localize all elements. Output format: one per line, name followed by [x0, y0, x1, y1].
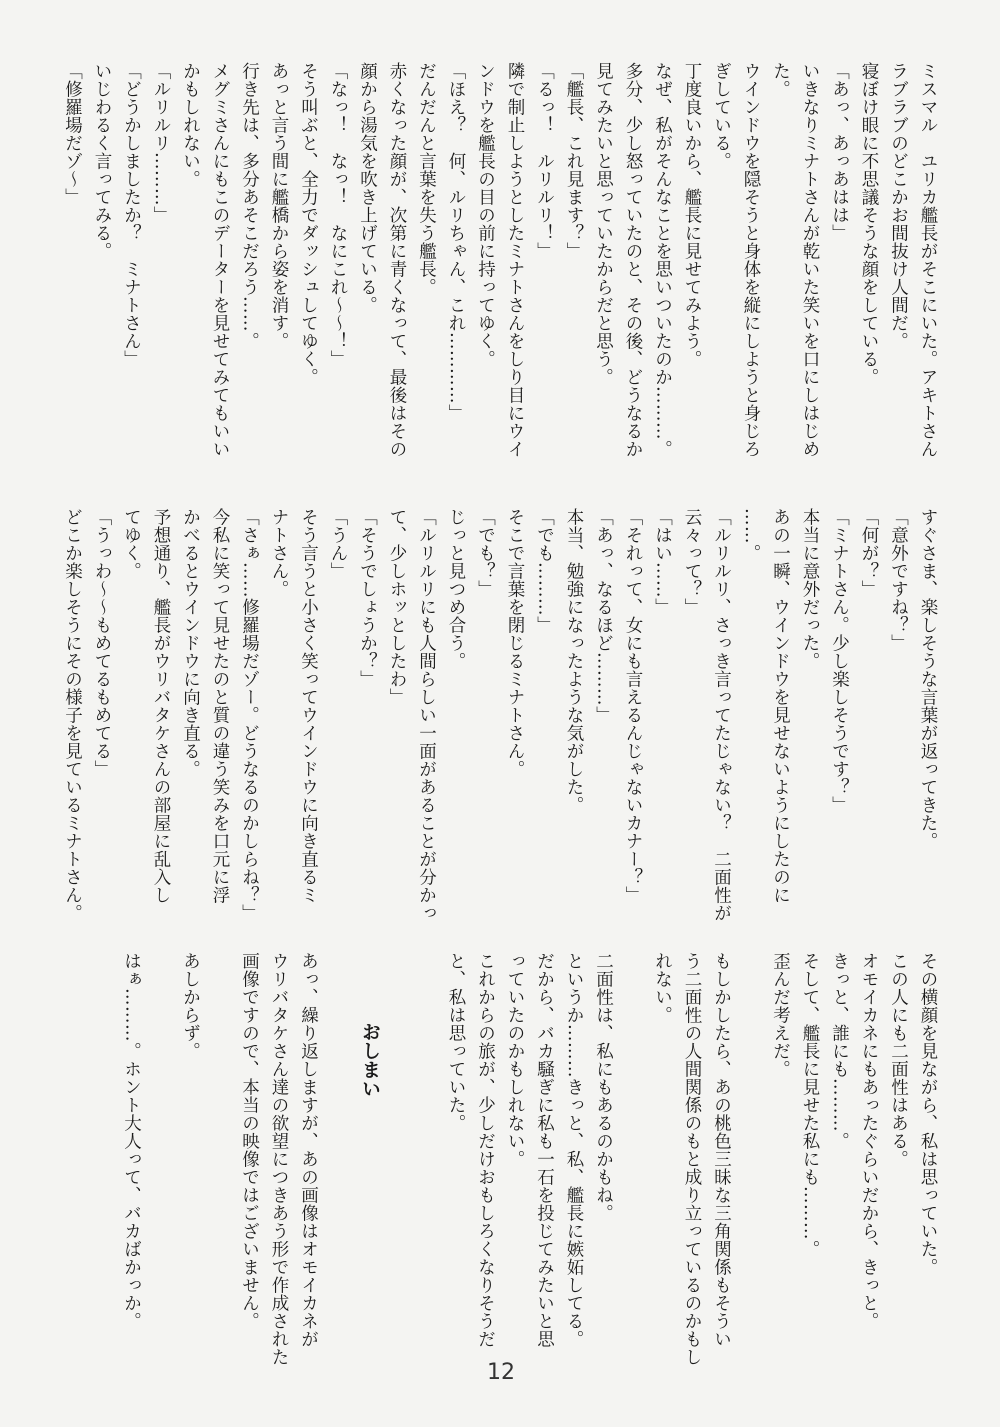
- text-line: 「艦長、これ見ます？」: [564, 62, 584, 260]
- text-line: メグミさんにもこのデーターを見せてみてもいい: [210, 62, 230, 458]
- text-line: 「うっわ～～もめてるもめてる」: [92, 508, 112, 778]
- text-line: ウリバタケさん達の欲望につきあう形で作成された: [269, 952, 289, 1366]
- text-line: 丁度良いから、艦長に見せてみよう。: [682, 62, 702, 368]
- text-line: っていたのかもしれない。: [505, 952, 525, 1168]
- text-line: [411, 952, 441, 1362]
- text-line: ……。: [741, 508, 761, 562]
- text-line: 「ほえ？ 何、ルリちゃん、これ…………」: [446, 62, 466, 422]
- text-line: はぁ………。ホント大人って、バカばかっか。: [121, 952, 142, 1330]
- text-line: 顔から湯気を吹き上げている。: [357, 62, 378, 314]
- text-line: ラブラブのどこかお間抜け人間だ。: [888, 62, 909, 350]
- text-line: 「修羅場だゾ～」: [62, 62, 83, 206]
- text-line: だから、バカ騒ぎに私も一石を投じてみたいと思: [534, 952, 555, 1348]
- text-line: きっと、誰にも………。: [829, 952, 850, 1150]
- text-line: かべるとウインドウに向き直る。: [180, 508, 201, 778]
- text-line: 二面性は、私にもあるのかもね。: [593, 952, 614, 1222]
- text-line: 行き先は、多分あそこだろう……。: [239, 62, 260, 350]
- text-line: この人にも二面性はある。: [888, 952, 909, 1168]
- text-line: 「あっ、あっあはは」: [829, 62, 850, 242]
- text-line: あっ、繰り返しますが、あの画像はオモイカネが: [298, 952, 319, 1348]
- ending-label: おしまい: [359, 1022, 381, 1098]
- text-line: れない。: [652, 952, 673, 1024]
- text-line: 「はい……」: [652, 508, 673, 616]
- text-line: [205, 952, 235, 1362]
- text-line: 歪んだ考えだ。: [770, 952, 791, 1078]
- text-line: 「そうでしょうか？」: [357, 508, 378, 688]
- text-line: ぎしている。: [711, 62, 732, 170]
- text-line: た。: [770, 62, 791, 98]
- text-line: あっと言う間に艦橋から姿を消す。: [269, 62, 289, 350]
- text-line: 「どうかしましたか？ ミナトさん」: [121, 62, 142, 368]
- text-line: [382, 952, 412, 1362]
- text-line: というか………きっと、私、艦長に嫉妬してる。: [564, 952, 584, 1348]
- text-line: あの一瞬、ウインドウを見せないようにしたのに: [770, 508, 791, 904]
- text-line: 「さぁ……修羅場だゾー。どうなるのかしらね？」: [239, 508, 260, 922]
- text-line: 赤くなった顔が、次第に青くなって、最後はその: [387, 62, 407, 458]
- text-line: う二面性の人間関係のもと成り立っているのかもし: [682, 952, 702, 1366]
- text-line: 本当に意外だった。: [800, 508, 820, 670]
- text-line: 云々って？」: [682, 508, 702, 616]
- text-line: すぐさま、楽しそうな言葉が返ってきた。: [918, 508, 938, 850]
- text-line: [618, 952, 648, 1362]
- text-line: そう叫ぶと、全力でダッシュしてゆく。: [298, 62, 319, 386]
- text-line: 「あっ、なるほど………」: [593, 508, 614, 724]
- text-line: [352, 952, 382, 1362]
- text-line: 多分、少し怒っていたのと、その後、どうなるか: [623, 62, 643, 458]
- text-line: 「ミナトさん。少し楽しそうです？」: [829, 508, 850, 814]
- text-line: なぜ、私がそんなことを思いついたのか………。: [652, 62, 673, 458]
- text-line: そして、艦長に見せた私にも………。: [800, 952, 820, 1258]
- text-line: その横顔を見ながら、私は思っていた。: [918, 952, 938, 1276]
- text-line: 「でも？」: [475, 508, 496, 598]
- text-line: いきなりミナトさんが乾いた笑いを口にしはじめ: [800, 62, 820, 458]
- text-line: ナトさん。: [269, 508, 289, 598]
- text-line: ンドウを艦長の目の前に持ってゆく。: [475, 62, 496, 368]
- text-line: あしからず。: [180, 952, 201, 1060]
- text-section-1: [57, 62, 942, 472]
- text-line: 「なっ！ なっ！ なにこれ～～！」: [328, 62, 348, 368]
- text-line: ミスマル ユリカ艦長がそこにいた。アキトさん: [918, 62, 938, 458]
- text-line: かもしれない。: [180, 62, 201, 188]
- text-line: 今私に笑って見せたのと質の違う笑みを口元に浮: [210, 508, 230, 904]
- text-line: いじわるく言ってみる。: [92, 62, 112, 260]
- text-line: だんだんと言葉を失う艦長。: [416, 62, 437, 296]
- text-line: [736, 952, 766, 1362]
- text-line: どこか楽しそうにその様子を見ているミナトさん。: [62, 508, 83, 922]
- text-line: 寝ぼけ眼に不思議そうな顔をしている。: [859, 62, 879, 386]
- text-line: 予想通り、艦長がウリバタケさんの部屋に乱入し: [151, 508, 171, 904]
- text-line: 「それって、女にも言えるんじゃないカナー？」: [623, 508, 643, 904]
- text-line: 「何が？」: [859, 508, 879, 598]
- text-line: そう言うと小さく笑ってウインドウに向き直るミ: [298, 508, 319, 904]
- text-line: これからの旅が、少しだけおもしろくなりそうだ: [475, 952, 496, 1348]
- text-line: ウインドウを隠そうと身体を縦にしようと身じろ: [741, 62, 761, 458]
- text-line: 「でも………」: [534, 508, 555, 634]
- text-line: て、少しホッとしたわ」: [387, 508, 407, 706]
- text-line: 「るっ！ ルリルリ！」: [534, 62, 555, 260]
- text-line: 「うん」: [328, 508, 348, 580]
- text-line: 「意外ですね？」: [888, 508, 909, 652]
- text-line: もしかしたら、あの桃色三昧な三角関係もそうい: [711, 952, 732, 1348]
- text-line: と、私は思っていた。: [446, 952, 466, 1132]
- text-line: [146, 952, 176, 1362]
- text-line: じっと見つめ合う。: [446, 508, 466, 670]
- text-section-3: [116, 952, 942, 1366]
- page-number: 12: [487, 1360, 515, 1385]
- text-line: 見てみたいと思っていたからだと思う。: [593, 62, 614, 386]
- text-line: [323, 952, 353, 1362]
- text-line: 本当、勉強になったような気がした。: [564, 508, 584, 814]
- text-line: 画像ですので、本当の映像ではございません。: [239, 952, 260, 1330]
- text-line: そこで言葉を閉じるミナトさん。: [505, 508, 525, 778]
- text-line: 「ルリルリにも人間らしい一面があることが分かっ: [416, 508, 437, 922]
- text-line: てゆく。: [121, 508, 142, 580]
- text-line: 隣で制止しようとしたミナトさんをしり目にウイ: [505, 62, 525, 458]
- text-line: 「ルリルリ………」: [151, 62, 171, 224]
- text-line: 「ルリルリ、さっき言ってたじゃない？ 二面性が: [711, 508, 732, 922]
- text-section-2: [57, 508, 942, 922]
- text-line: オモイカネにもあったぐらいだから、きっと。: [859, 952, 879, 1330]
